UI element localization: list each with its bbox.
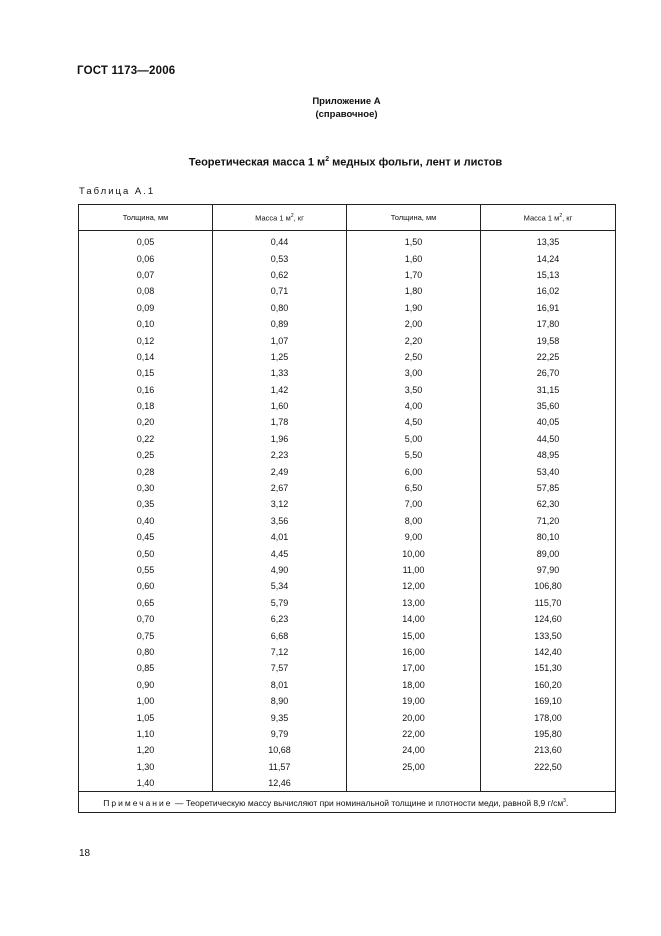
cell-thickness: 12,00 [347, 578, 481, 594]
table-row [79, 693, 616, 709]
table-row [79, 365, 616, 381]
cell-mass: 1,96 [213, 431, 347, 447]
cell-thickness: 0,35 [79, 496, 213, 512]
cell-thickness: 1,90 [347, 300, 481, 316]
cell-mass: 31,15 [481, 382, 616, 398]
cell-thickness: 17,00 [347, 660, 481, 676]
cell-thickness: 5,50 [347, 447, 481, 463]
cell-thickness: 1,00 [79, 693, 213, 709]
cell-thickness [347, 775, 481, 792]
cell-mass: 48,95 [481, 447, 616, 463]
cell-mass: 11,57 [213, 759, 347, 775]
cell-mass: 44,50 [481, 431, 616, 447]
cell-mass: 4,45 [213, 545, 347, 561]
cell-mass: 133,50 [481, 627, 616, 643]
cell-mass: 2,49 [213, 463, 347, 479]
header-mass-prefix: Масса 1 м [523, 213, 560, 223]
table-row [79, 644, 616, 660]
cell-thickness: 0,75 [79, 627, 213, 643]
note-label: Примечание [103, 798, 173, 809]
cell-mass: 8,90 [213, 693, 347, 709]
table-row [79, 316, 616, 332]
table-row [79, 677, 616, 693]
document-standard-id: ГОСТ 1173—2006 [77, 65, 176, 77]
table-header-row [79, 205, 616, 231]
cell-thickness: 13,00 [347, 595, 481, 611]
cell-mass: 169,10 [481, 693, 616, 709]
cell-mass: 10,68 [213, 742, 347, 758]
cell-mass: 22,25 [481, 349, 616, 365]
table-row [79, 480, 616, 496]
cell-thickness: 0,20 [79, 414, 213, 430]
cell-mass: 80,10 [481, 529, 616, 545]
cell-mass: 115,70 [481, 595, 616, 611]
cell-mass: 40,05 [481, 414, 616, 430]
cell-thickness: 0,07 [79, 267, 213, 283]
cell-mass: 0,89 [213, 316, 347, 332]
cell-thickness: 0,05 [79, 231, 213, 251]
cell-thickness: 2,50 [347, 349, 481, 365]
table-row [79, 611, 616, 627]
cell-thickness: 16,00 [347, 644, 481, 660]
table-row [79, 447, 616, 463]
cell-mass: 1,25 [213, 349, 347, 365]
cell-thickness: 0,12 [79, 332, 213, 348]
cell-thickness: 1,30 [79, 759, 213, 775]
table-row [79, 398, 616, 414]
cell-mass: 62,30 [481, 496, 616, 512]
cell-thickness: 1,40 [79, 775, 213, 792]
cell-mass: 97,90 [481, 562, 616, 578]
cell-thickness: 19,00 [347, 693, 481, 709]
header-mass-2 [481, 205, 616, 231]
cell-mass: 0,80 [213, 300, 347, 316]
cell-mass: 53,40 [481, 463, 616, 479]
cell-thickness: 6,00 [347, 463, 481, 479]
cell-mass: 124,60 [481, 611, 616, 627]
header-mass-sup: 2 [559, 212, 563, 219]
cell-mass: 1,60 [213, 398, 347, 414]
cell-thickness: 24,00 [347, 742, 481, 758]
cell-thickness: 0,80 [79, 644, 213, 660]
appendix-title: Приложение А [312, 96, 381, 107]
table-row [79, 513, 616, 529]
cell-thickness: 11,00 [347, 562, 481, 578]
cell-thickness: 0,70 [79, 611, 213, 627]
cell-thickness: 0,85 [79, 660, 213, 676]
cell-thickness: 0,22 [79, 431, 213, 447]
table-row [79, 496, 616, 512]
cell-thickness: 7,00 [347, 496, 481, 512]
note-end: . [565, 798, 569, 809]
cell-mass: 1,07 [213, 332, 347, 348]
cell-mass: 6,68 [213, 627, 347, 643]
table-row [79, 231, 616, 251]
cell-mass: 3,12 [213, 496, 347, 512]
page-number: 18 [79, 848, 91, 859]
cell-mass: 5,79 [213, 595, 347, 611]
cell-thickness: 1,70 [347, 267, 481, 283]
cell-thickness: 10,00 [347, 545, 481, 561]
table-row [79, 463, 616, 479]
cell-mass: 9,79 [213, 726, 347, 742]
header-mass-suffix: , кг [562, 213, 573, 223]
cell-mass: 15,13 [481, 267, 616, 283]
header-mass-suffix: , кг [293, 213, 304, 223]
cell-mass: 2,23 [213, 447, 347, 463]
cell-mass: 195,80 [481, 726, 616, 742]
heading-text-before: Теоретическая масса 1 м [188, 156, 326, 169]
cell-mass: 0,53 [213, 250, 347, 266]
cell-mass: 213,60 [481, 742, 616, 758]
cell-mass: 1,78 [213, 414, 347, 430]
cell-thickness: 0,18 [79, 398, 213, 414]
cell-thickness: 1,80 [347, 283, 481, 299]
table-row [79, 726, 616, 742]
cell-thickness: 0,65 [79, 595, 213, 611]
cell-thickness: 0,15 [79, 365, 213, 381]
table-row [79, 267, 616, 283]
table-row [79, 775, 616, 792]
cell-thickness: 6,50 [347, 480, 481, 496]
cell-thickness: 5,00 [347, 431, 481, 447]
cell-mass: 14,24 [481, 250, 616, 266]
cell-thickness: 0,45 [79, 529, 213, 545]
cell-thickness: 8,00 [347, 513, 481, 529]
table-row [79, 349, 616, 365]
cell-thickness: 0,08 [79, 283, 213, 299]
appendix-subtitle: (справочное) [315, 109, 378, 120]
table-heading [0, 156, 661, 169]
cell-thickness: 18,00 [347, 677, 481, 693]
table-row [79, 627, 616, 643]
cell-thickness: 1,20 [79, 742, 213, 758]
cell-thickness: 0,50 [79, 545, 213, 561]
cell-mass: 2,67 [213, 480, 347, 496]
cell-thickness: 0,40 [79, 513, 213, 529]
cell-thickness: 0,14 [79, 349, 213, 365]
cell-thickness: 20,00 [347, 709, 481, 725]
cell-mass: 106,80 [481, 578, 616, 594]
cell-mass: 89,00 [481, 545, 616, 561]
cell-mass: 9,35 [213, 709, 347, 725]
cell-mass: 35,60 [481, 398, 616, 414]
cell-thickness: 0,30 [79, 480, 213, 496]
cell-thickness: 0,28 [79, 463, 213, 479]
cell-mass: 16,02 [481, 283, 616, 299]
table-row [79, 709, 616, 725]
table-row [79, 759, 616, 775]
cell-thickness: 4,00 [347, 398, 481, 414]
table-row [79, 382, 616, 398]
cell-thickness: 14,00 [347, 611, 481, 627]
cell-mass: 3,56 [213, 513, 347, 529]
header-mass-1 [213, 205, 347, 231]
header-thickness-2: Толщина, мм [347, 205, 481, 231]
cell-thickness: 0,55 [79, 562, 213, 578]
cell-mass: 57,85 [481, 480, 616, 496]
cell-thickness: 0,90 [79, 677, 213, 693]
cell-mass: 12,46 [213, 775, 347, 792]
cell-thickness: 2,20 [347, 332, 481, 348]
cell-mass: 151,30 [481, 660, 616, 676]
cell-mass: 222,50 [481, 759, 616, 775]
cell-mass: 142,40 [481, 644, 616, 660]
cell-mass: 1,33 [213, 365, 347, 381]
heading-superscript: 2 [325, 156, 330, 163]
cell-mass: 7,57 [213, 660, 347, 676]
cell-thickness: 2,00 [347, 316, 481, 332]
table-row [79, 332, 616, 348]
cell-thickness: 0,60 [79, 578, 213, 594]
table-label: Таблица А.1 [79, 186, 156, 197]
table-row [79, 431, 616, 447]
table-row [79, 545, 616, 561]
cell-mass: 7,12 [213, 644, 347, 660]
cell-mass: 17,80 [481, 316, 616, 332]
table-row [79, 529, 616, 545]
note-superscript: 3 [563, 798, 566, 805]
cell-thickness: 4,50 [347, 414, 481, 430]
cell-thickness: 0,06 [79, 250, 213, 266]
cell-thickness: 1,10 [79, 726, 213, 742]
cell-thickness: 1,60 [347, 250, 481, 266]
cell-thickness: 0,09 [79, 300, 213, 316]
table-row [79, 414, 616, 430]
table-row [79, 742, 616, 758]
cell-mass: 178,00 [481, 709, 616, 725]
cell-mass [481, 775, 616, 792]
table-note-row [79, 792, 616, 813]
table-note [79, 792, 616, 813]
cell-mass: 16,91 [481, 300, 616, 316]
cell-thickness: 3,00 [347, 365, 481, 381]
cell-thickness: 9,00 [347, 529, 481, 545]
table-row [79, 300, 616, 316]
cell-mass: 71,20 [481, 513, 616, 529]
cell-thickness: 25,00 [347, 759, 481, 775]
table-row [79, 578, 616, 594]
cell-thickness: 22,00 [347, 726, 481, 742]
cell-thickness: 15,00 [347, 627, 481, 643]
appendix-header [0, 95, 661, 121]
table-row [79, 562, 616, 578]
cell-mass: 0,44 [213, 231, 347, 251]
table-row [79, 595, 616, 611]
cell-mass: 1,42 [213, 382, 347, 398]
table-body [79, 231, 616, 792]
cell-mass: 6,23 [213, 611, 347, 627]
cell-mass: 19,58 [481, 332, 616, 348]
cell-thickness: 3,50 [347, 382, 481, 398]
header-mass-sup: 2 [290, 212, 294, 219]
table-row [79, 283, 616, 299]
cell-mass: 8,01 [213, 677, 347, 693]
heading-text-after: медных фольги, лент и листов [329, 156, 503, 169]
cell-mass: 0,71 [213, 283, 347, 299]
cell-mass: 160,20 [481, 677, 616, 693]
table-row [79, 660, 616, 676]
cell-thickness: 1,50 [347, 231, 481, 251]
cell-mass: 5,34 [213, 578, 347, 594]
table-row [79, 250, 616, 266]
cell-mass: 26,70 [481, 365, 616, 381]
cell-thickness: 0,10 [79, 316, 213, 332]
header-thickness-1: Толщина, мм [79, 205, 213, 231]
cell-thickness: 0,16 [79, 382, 213, 398]
cell-thickness: 0,25 [79, 447, 213, 463]
cell-mass: 4,90 [213, 562, 347, 578]
cell-mass: 13,35 [481, 231, 616, 251]
mass-table [78, 204, 616, 813]
note-text: — Теоретическую массу вычисляют при номинальной толщине и плотности меди, равной 8,9 г/см [172, 798, 564, 809]
cell-thickness: 1,05 [79, 709, 213, 725]
header-mass-prefix: Масса 1 м [255, 213, 291, 223]
cell-mass: 0,62 [213, 267, 347, 283]
cell-mass: 4,01 [213, 529, 347, 545]
